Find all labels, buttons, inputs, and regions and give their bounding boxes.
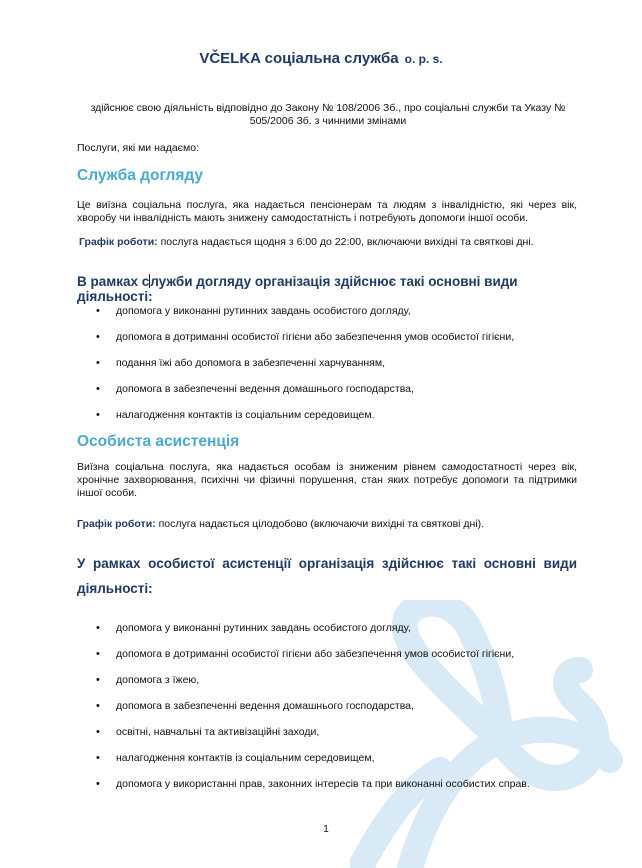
list-item-text: допомога в забезпеченні ведення домашнього господарства, — [116, 383, 414, 395]
list-item — [96, 778, 530, 804]
schedule-label: Графік роботи: — [79, 236, 158, 248]
bullet-icon: • — [96, 357, 100, 369]
list-item — [96, 409, 514, 435]
list-item-text: допомога в забезпеченні ведення домашнього господарства, — [116, 700, 414, 712]
list-item — [96, 305, 514, 331]
heading-line: У рамках особистої асистенції організація здійснює такі основні види — [77, 556, 577, 571]
bullet-icon: • — [96, 409, 100, 421]
list-item — [96, 383, 514, 409]
list-item — [96, 674, 530, 700]
bullet-icon: • — [96, 726, 100, 738]
care-activities-list — [96, 305, 514, 435]
page-number: 1 — [323, 824, 329, 835]
bullet-icon: • — [96, 331, 100, 343]
care-service-schedule — [79, 236, 534, 248]
section-heading-care-service: Служба догляду — [77, 167, 204, 184]
services-intro: Послуги, які ми надаємо: — [77, 142, 200, 154]
list-item — [96, 648, 530, 674]
schedule-label: Графік роботи: — [77, 518, 156, 530]
heading-part: В рамках с — [77, 274, 150, 289]
list-item — [96, 622, 530, 648]
list-item — [96, 357, 514, 383]
list-item — [96, 700, 530, 726]
list-item — [96, 726, 530, 752]
bullet-icon: • — [96, 622, 100, 634]
org-legal-form: o. p. s. — [404, 52, 443, 66]
schedule-text: послуга надається щодня з 6:00 до 22:00, включаючи вихідні та святкові дні. — [157, 236, 534, 248]
assistance-activities-list — [96, 622, 530, 804]
heading-part: лужби догляду організація здійснює такі основні види діяльності: — [77, 274, 518, 304]
list-item-text: допомога у виконанні рутинних завдань особистого догляду, — [116, 622, 411, 634]
list-item-text: допомога з їжею, — [116, 674, 200, 686]
list-item — [96, 331, 514, 357]
bullet-icon: • — [96, 674, 100, 686]
bullet-icon: • — [96, 648, 100, 660]
list-item-text: налагодження контактів із соціальним середовищем, — [116, 752, 375, 764]
list-item-text: подання їжі або допомога в забезпеченні харчуванням, — [116, 357, 385, 369]
list-item-text: допомога у використанні прав, законних інтересів та при виконанні особистих справ. — [116, 778, 530, 790]
bullet-icon: • — [96, 752, 100, 764]
list-item-text: допомога в дотриманні особистої гігієни або забезпечення умов особистої гігієни, — [116, 648, 515, 660]
section-heading-personal-assistance: Особиста асистенція — [77, 433, 240, 450]
personal-assistance-schedule — [77, 518, 484, 530]
heading-line: діяльності: — [77, 581, 153, 596]
personal-assistance-description: Виїзна соціальна послуга, яка надається особам із зниженим рівнем самодостатності через вік, хронічне захворювання, психічні чи фізичні порушення, стан яких потребує допомоги та підтримки іншої особи. — [77, 461, 577, 499]
bullet-icon: • — [96, 778, 100, 790]
document-title — [0, 50, 642, 67]
list-item — [96, 752, 530, 778]
legal-basis-text: здійснює свою діяльність відповідно до Закону № 108/2006 Зб., про соціальні служби та Указу № 505/2006 Зб. з чинними змінами — [90, 102, 566, 127]
list-item-text: допомога в дотриманні особистої гігієни або забезпечення умов особистої гігієни, — [116, 331, 515, 343]
list-item-text: допомога у виконанні рутинних завдань особистого догляду, — [116, 305, 411, 317]
care-activities-heading — [77, 274, 577, 304]
care-service-description: Це виїзна соціальна послуга, яка надається пенсіонерам та людям з інвалідністю, які через вік, хворобу чи інвалідність мають знижену самодостатність і потребують допомоги іншої особи. — [77, 199, 577, 224]
list-item-text: налагодження контактів із соціальним середовищем. — [116, 409, 375, 421]
assistance-activities-heading — [77, 551, 577, 601]
list-item-text: освітні, навчальні та активізаційні заходи, — [116, 726, 320, 738]
bullet-icon: • — [96, 383, 100, 395]
bullet-icon: • — [96, 305, 100, 317]
schedule-text: послуга надається цілодобово (включаючи вихідні та святкові дні). — [155, 518, 485, 530]
org-name: VČELKA соціальна служба — [199, 50, 399, 67]
bullet-icon: • — [96, 700, 100, 712]
